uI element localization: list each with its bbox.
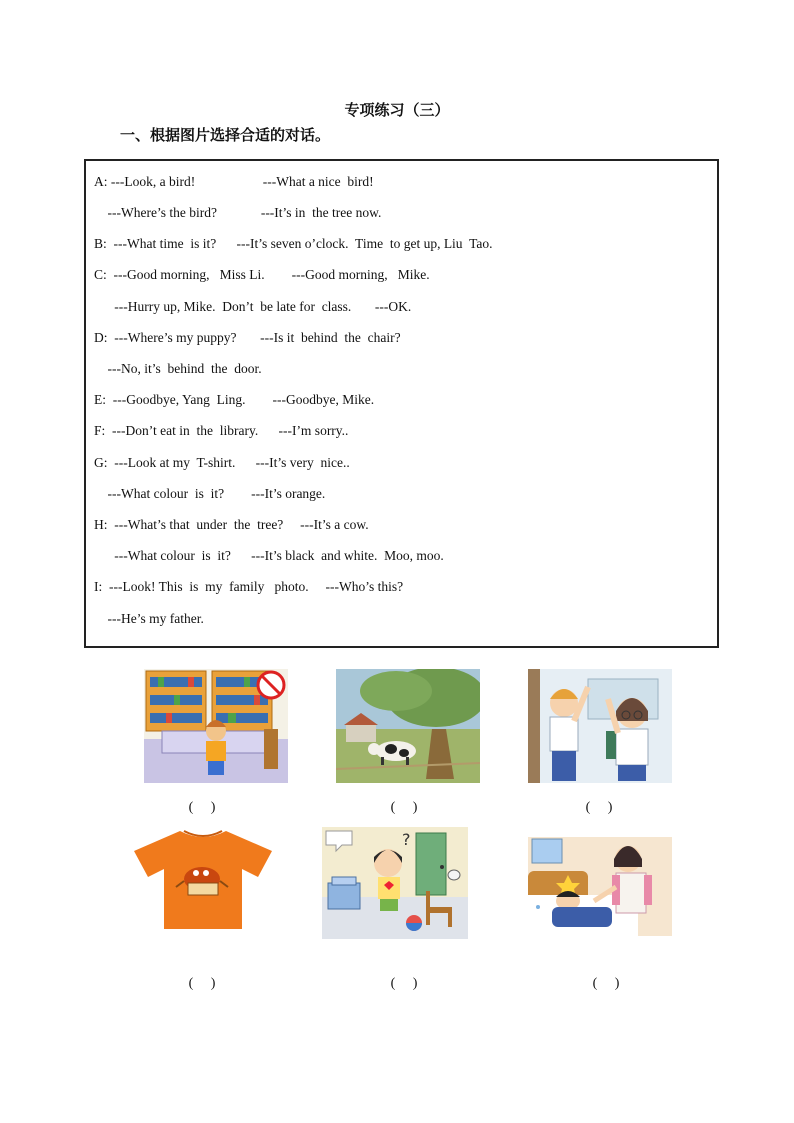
answer-blank-5[interactable]: ( ) — [390, 976, 418, 991]
dialogue-line: ---What colour is it? ---It’s orange. — [94, 486, 326, 501]
dialogue-box — [84, 159, 719, 648]
dialogue-line: E: ---Goodbye, Yang Ling. ---Goodbye, Mike. — [94, 392, 375, 407]
svg-text:?: ? — [402, 830, 411, 849]
dialogue-line: B: ---What time is it? ---It’s seven o’clock. Time to get up, Liu Tao. — [94, 236, 493, 251]
library-no-eating-picture — [144, 669, 288, 783]
dialogue-line: C: ---Good morning, Miss Li. ---Good morning, Mike. — [94, 267, 430, 282]
cow-under-tree-picture — [336, 669, 480, 783]
dialogue-line: ---He’s my father. — [94, 611, 204, 626]
kids-waving-goodbye-picture — [528, 669, 672, 783]
dialogue-line: H: ---What’s that under the tree? ---It’s a cow. — [94, 517, 369, 532]
dialogue-line: G: ---Look at my T-shirt. ---It’s very nice.. — [94, 455, 350, 470]
answer-blank-6[interactable]: ( ) — [592, 976, 620, 991]
dialogue-line: A: ---Look, a bird! ---What a nice bird! — [94, 174, 374, 189]
section-instruction: 一、根据图片选择合适的对话。 — [120, 126, 331, 144]
dialogue-line: I: ---Look! This is my family photo. ---Who’s this? — [94, 579, 404, 594]
dialogue-line: ---Hurry up, Mike. Don’t be late for class. ---OK. — [94, 299, 412, 314]
orange-tshirt-picture — [130, 827, 276, 931]
answer-blank-1[interactable]: ( ) — [188, 800, 216, 815]
answer-blank-4[interactable]: ( ) — [188, 976, 216, 991]
dialogue-line: ---Where’s the bird? ---It’s in the tree now. — [94, 205, 382, 220]
answer-blank-3[interactable]: ( ) — [585, 800, 613, 815]
dialogue-line: ---What colour is it? ---It’s black and white. Moo, moo. — [94, 548, 444, 563]
dialogue-line: D: ---Where’s my puppy? ---Is it behind the chair? — [94, 330, 401, 345]
page-title: 专项练习（三） — [344, 101, 450, 119]
boy-in-bed-wake-up-picture — [528, 837, 672, 936]
dialogue-line: F: ---Don’t eat in the library. ---I’m sorry.. — [94, 423, 349, 438]
dialogue-line: ---No, it’s behind the door. — [94, 361, 262, 376]
girl-looking-for-puppy-picture — [322, 827, 468, 939]
answer-blank-2[interactable]: ( ) — [390, 800, 418, 815]
